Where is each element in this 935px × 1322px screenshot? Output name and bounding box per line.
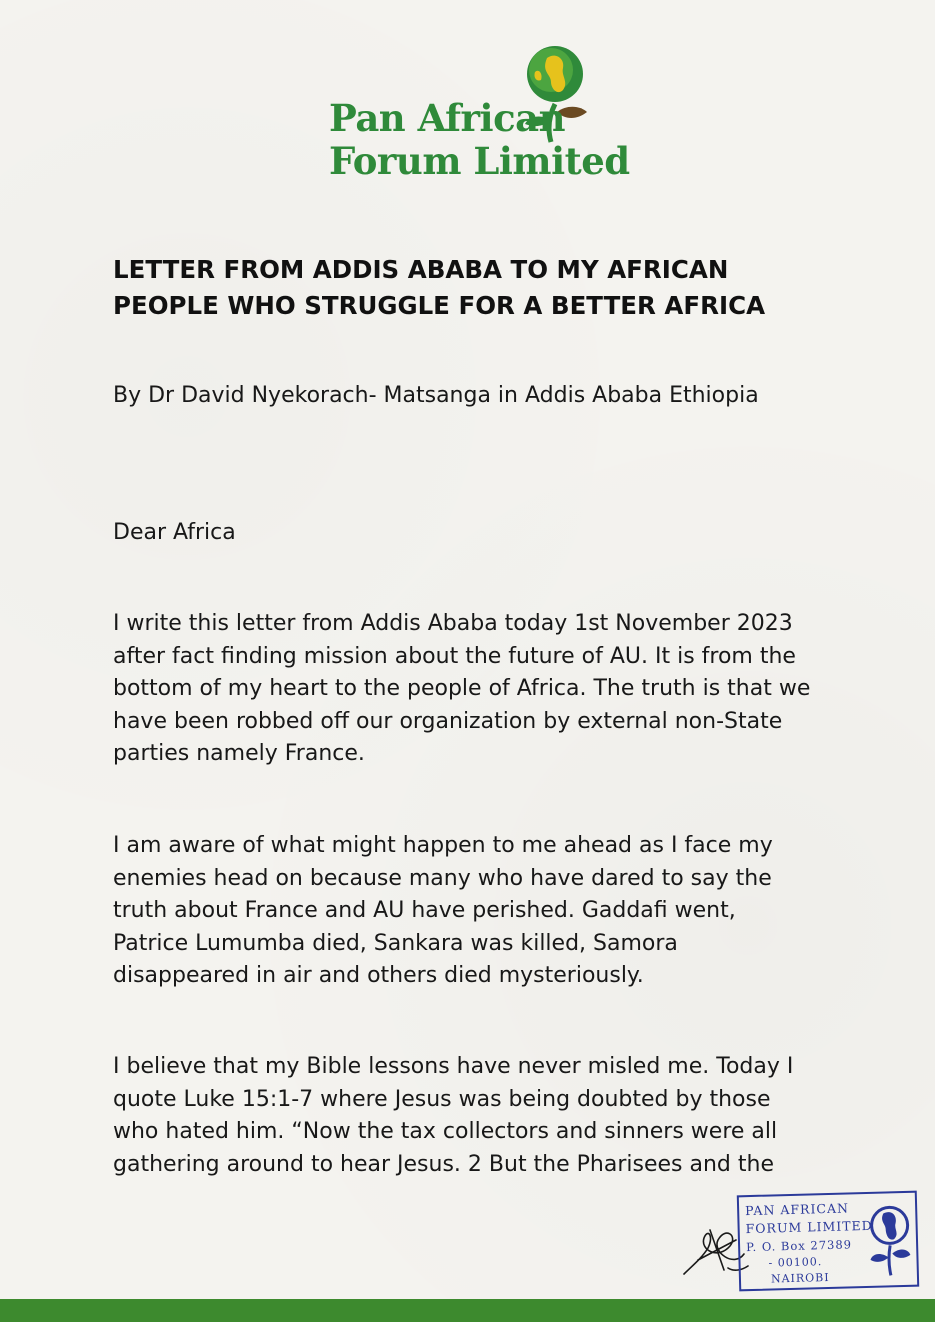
letter-title (113, 252, 833, 324)
paragraph-2 (113, 830, 833, 993)
text-line: bottom of my heart to the people of Africa. The truth is that we (113, 676, 811, 701)
text-line: who hated him. “Now the tax collectors and sinners were all (113, 1119, 778, 1144)
company-stamp (737, 1191, 919, 1292)
text-line: after fact finding mission about the future of AU. It is from the (113, 643, 796, 669)
title-line: PEOPLE WHO STRUGGLE FOR A BETTER AFRICA (113, 291, 766, 320)
stamp-line: NAIROBI (770, 1270, 830, 1286)
text-line: enemies head on because many who have dared to say the (113, 865, 772, 891)
stamp-line: PAN AFRICAN (744, 1200, 850, 1219)
stamp-globe-icon (865, 1201, 915, 1282)
stamp-line: - 00100. (768, 1255, 823, 1270)
byline: By Dr David Nyekorach- Matsanga in Addis Ababa Ethiopia (113, 383, 759, 408)
title-line: LETTER FROM ADDIS ABABA TO MY AFRICAN (113, 255, 729, 284)
logo-text-line2: Forum Limited (329, 139, 630, 183)
logo-text-line1: Pan African (329, 96, 566, 140)
text-line: Patrice Lumumba died, Sankara was killed, Samora (113, 930, 678, 956)
paragraph-3 (113, 1051, 833, 1181)
text-line: I believe that my Bible lessons have never misled me. Today I (113, 1054, 794, 1079)
text-line: I am aware of what might happen to me ahead as I face my (113, 833, 773, 858)
text-line: gathering around to hear Jesus. 2 But the Pharisees and the (113, 1151, 774, 1177)
footer-bar (0, 1299, 935, 1322)
company-logo (325, 40, 630, 183)
text-line: disappeared in air and others died mysteriously. (113, 963, 644, 988)
paragraph-1 (113, 608, 833, 771)
greeting: Dear Africa (113, 520, 236, 545)
stamp-line: FORUM LIMITED (745, 1217, 873, 1237)
text-line: I write this letter from Addis Ababa today 1st November 2023 (113, 611, 793, 636)
stamp-line: P. O. Box 27389 (745, 1237, 853, 1255)
text-line: truth about France and AU have perished. Gaddafi went, (113, 898, 736, 923)
text-line: quote Luke 15:1-7 where Jesus was being doubted by those (113, 1086, 771, 1112)
text-line: have been robbed off our organization by external non-State (113, 708, 783, 734)
text-line: parties namely France. (113, 741, 365, 766)
